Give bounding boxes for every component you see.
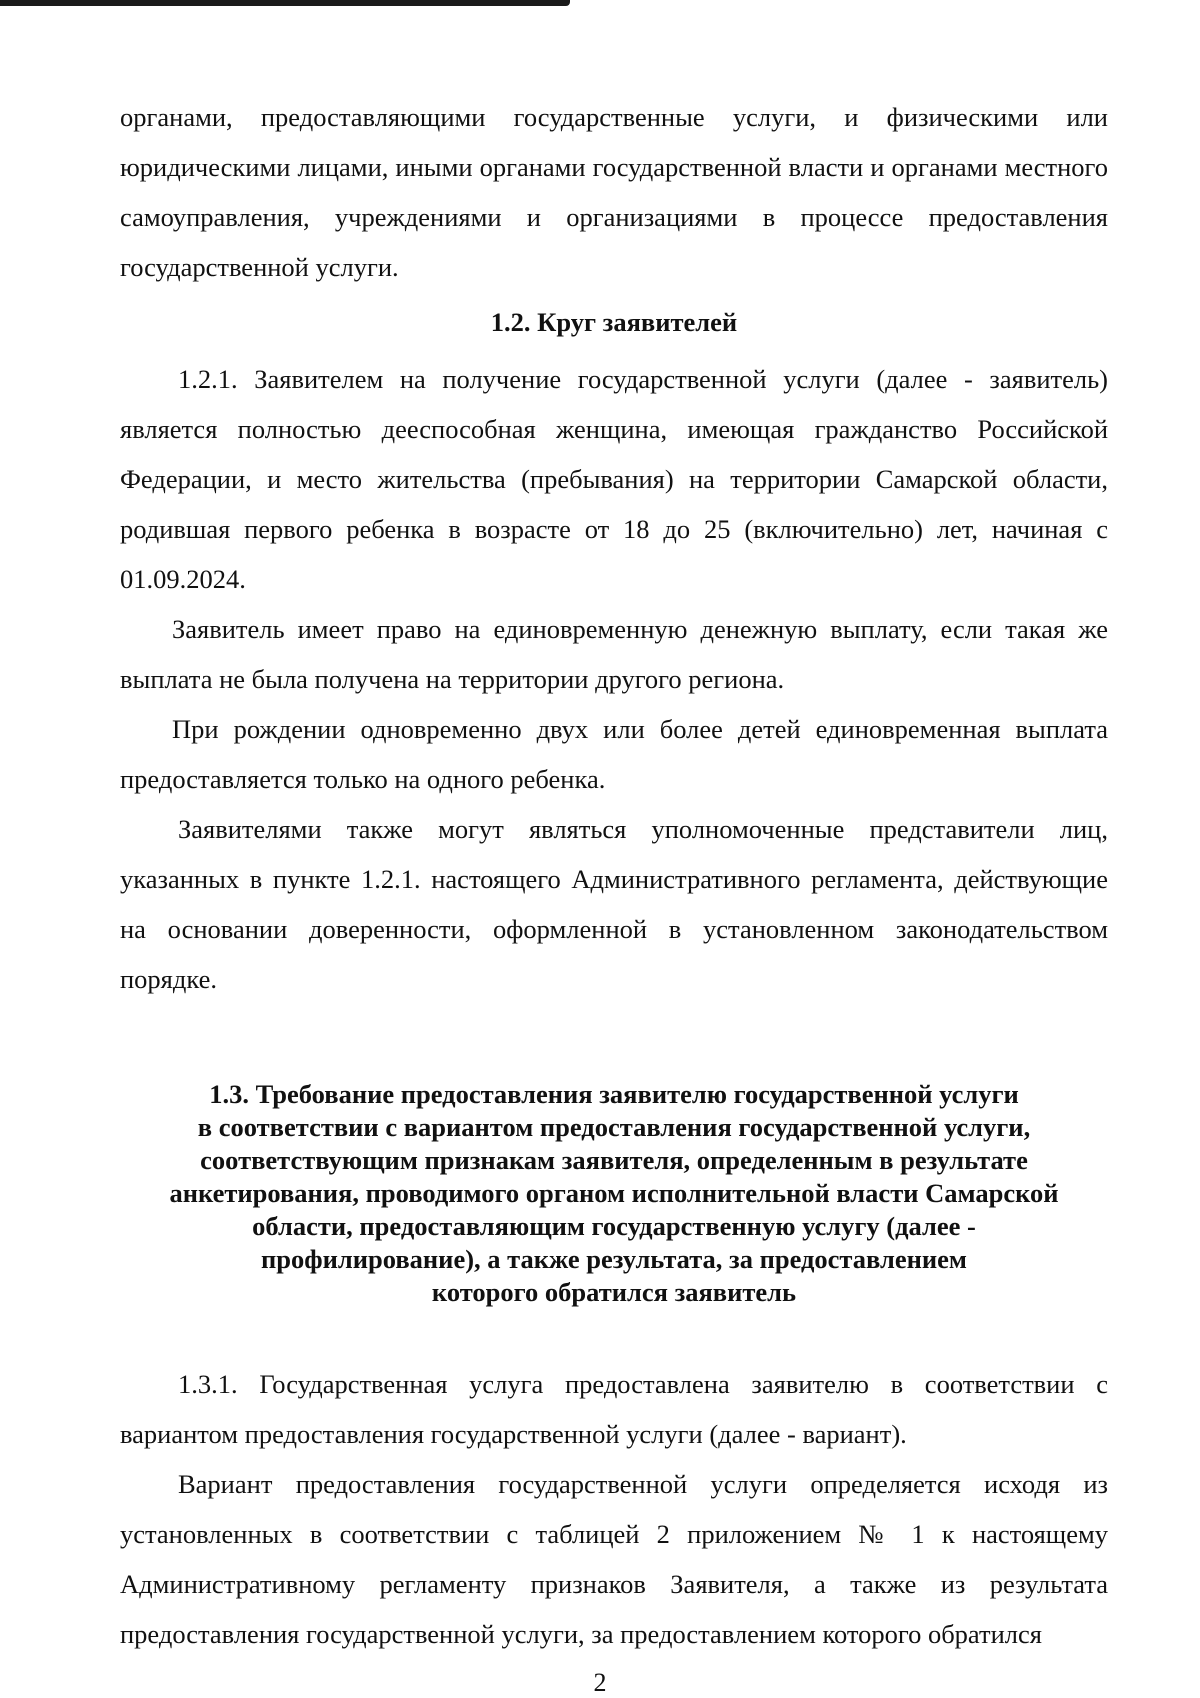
scan-edge-mark [0, 0, 570, 6]
section-1-3-title-line: профилирование), а также результата, за предоставлением [261, 1244, 967, 1274]
paragraph-representatives: Заявителями также могут являться уполномоченные представители лиц, указанных в пункте 1.2.1. настоящего Административного регламента, действующие на основании доверенности, оформленной в установленном законодательством порядке. [120, 814, 1108, 994]
section-1-3-title-line: соответствующим признакам заявителя, определенным в результате [200, 1145, 1028, 1175]
section-1-3-title-line: 1.3. Требование предоставления заявителю государственной услуги [209, 1079, 1019, 1109]
paragraph-1-2-1: 1.2.1. Заявителем на получение государственной услуги (далее - заявитель) является полностью дееспособная женщина, имеющая гражданство Российской Федерации, и место жительства (пребывания) на территории Самарской области, родившая первого ребенка в возрасте от 18 до 25 (включительно) лет, начиная с 01.09.2024. [120, 364, 1108, 594]
paragraph-variant-definition: Вариант предоставления государственной услуги определяется исходя из установленных в соответствии с таблицей 2 приложением № 1 к настоящему Административному регламенту признаков Заявителя, а также из результата предоставления государственной услуги, за предоставлением которого обратился [120, 1469, 1108, 1649]
page-number: 2 [593, 1668, 607, 1697]
paragraph-multiple-births: При рождении одновременно двух или более детей единовременная выплата предоставляется только на одного ребенка. [120, 714, 1108, 794]
paragraph-right-to-payment: Заявитель имеет право на единовременную денежную выплату, если такая же выплата не была получена на территории другого региона. [120, 614, 1108, 694]
paragraph-1-3-1: 1.3.1. Государственная услуга предоставлена заявителю в соответствии с вариантом предоставления государственной услуги (далее - вариант). [120, 1369, 1108, 1449]
section-1-2-title: 1.2. Круг заявителей [490, 307, 738, 337]
section-1-3-title-line: которого обратился заявитель [431, 1277, 797, 1307]
document-page [120, 92, 1108, 1659]
section-1-3-title [120, 1078, 1108, 1309]
section-1-3-title-line: в соответствии с вариантом предоставления государственной услуги, [197, 1112, 1031, 1142]
section-1-3-title-line: области, предоставляющим государственную услугу (далее - [252, 1211, 976, 1241]
section-1-3-title-line: анкетирования, проводимого органом исполнительной власти Самарской [169, 1178, 1059, 1208]
intro-paragraph: органами, предоставляющими государственные услуги, и физическими или юридическими лицами, иными органами государственной власти и органами местного самоуправления, учреждениями и организациями в процессе предоставления государственной услуги. [120, 102, 1108, 282]
